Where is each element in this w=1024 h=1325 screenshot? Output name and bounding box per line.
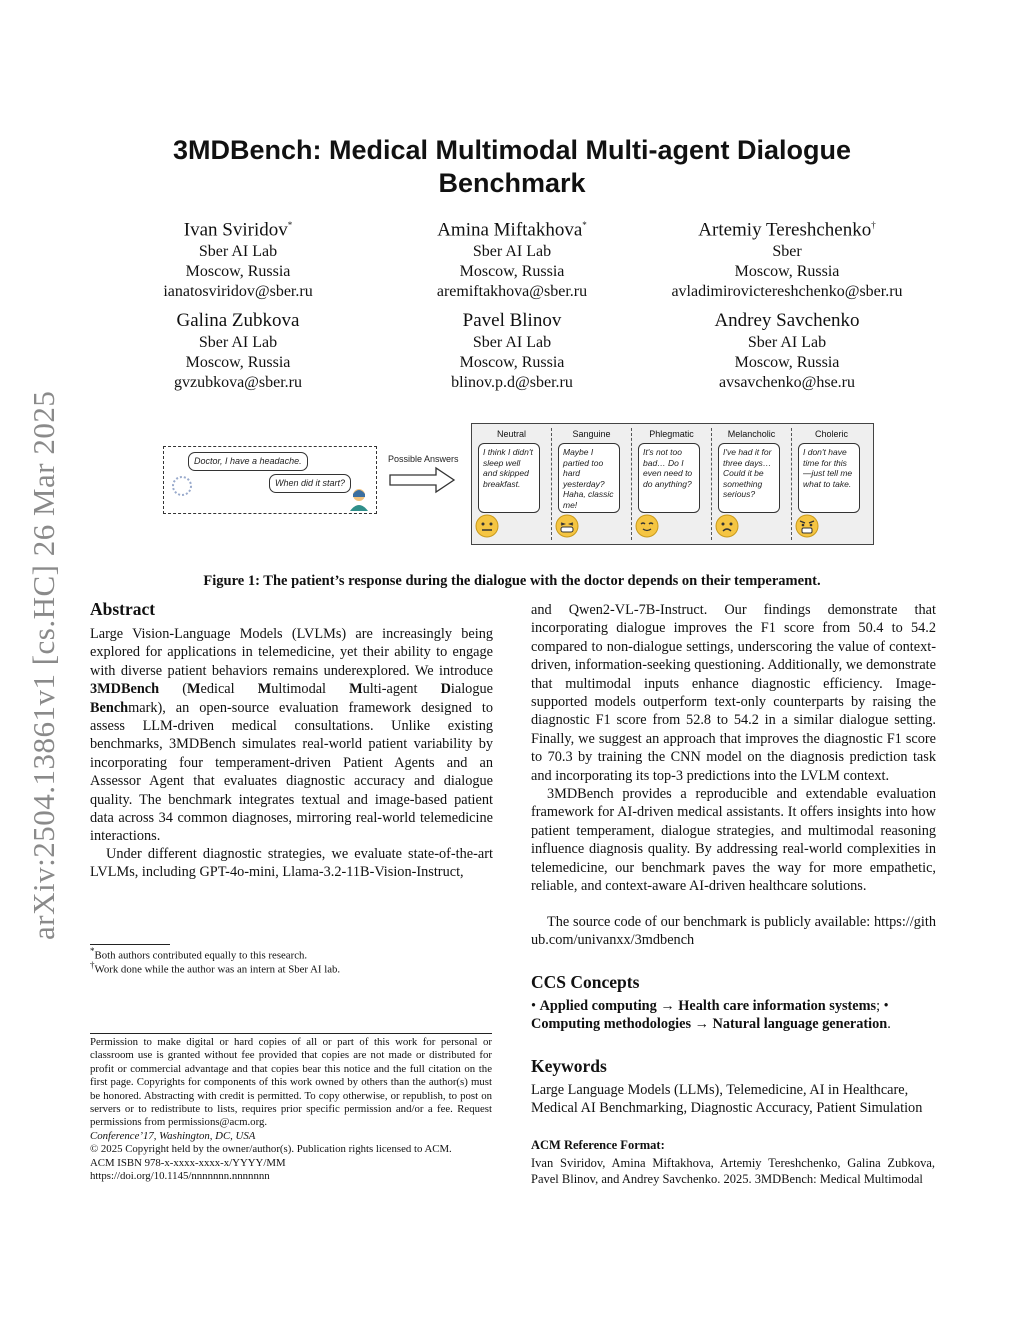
copyright-line: © 2025 Copyright held by the owner/author(s). Publication rights licensed to ACM. (90, 1143, 452, 1156)
author-name: Artemiy Tereshchenko† (698, 219, 876, 241)
temperament-sanguine (552, 424, 631, 544)
author-block (118, 213, 358, 302)
footnote-intern: †Work done while the author was an intern at Sber AI lab. (90, 960, 341, 976)
temperament-neutral (472, 424, 551, 544)
doctor-speech-bubble: Doctor, I have a headache. (188, 452, 308, 471)
relieved-face-icon (635, 514, 659, 538)
acm-reference-text: Ivan Sviridov, Amina Miftakhova, Artemiy Tereshchenko, Galina Zubkova, Pavel Blinov, and Andrey Savchenko. 2025. 3MDBench: Medical Multimodal (531, 1156, 935, 1186)
patient-reply-bubble: I don't have time for this—just tell me what to take. (798, 443, 860, 513)
author-name: Pavel Blinov (462, 310, 562, 331)
author-location: Moscow, Russia (459, 263, 565, 281)
author-email[interactable]: aremiftakhova@sber.ru (436, 283, 588, 301)
temperament-label: Sanguine (572, 429, 611, 439)
author-name: Ivan Sviridov* (183, 219, 293, 241)
grinning-face-icon (555, 514, 579, 538)
patient-reply-bubble: I've had it for three days… Could it be something serious? (718, 443, 780, 513)
neutral-face-icon (475, 514, 499, 538)
author-affiliation: Sber AI Lab (198, 334, 278, 351)
abstract-paragraph-4: The source code of our benchmark is publicly available: https://github.com/univanxx/3mdbench (531, 914, 936, 949)
acm-reference-heading: ACM Reference Format: (531, 1138, 665, 1152)
angry-face-icon (795, 514, 819, 538)
keywords-text: Large Language Models (LLMs), Telemedicine, AI in Healthcare, Medical AI Benchmarking, Diagnostic Accuracy, Patient Simulation (531, 1082, 923, 1117)
abstract-paragraph-2-continued: and Qwen2-VL-7B-Instruct. Our findings demonstrate that incorporating dialogue improves the F1 score from 50.4 to 54.2 compared to non-dialogue settings, underscoring the value of context-driven, information-seeking questioning. Additionally, we demonstrate that multimodal inputs enhance diagnostic efficiency. Image-supported models outperform text-only counterparts by raising the diagnostic F1 score from 52.8 to 54.2 in a similar dialogue setting. Finally, we suggest an approach that improves the diagnostic F1 score to 70.3 by training the CNN model on the diagnosis prediction task and incorporating its top-3 predictions into the LVLM context. (531, 602, 936, 784)
paper-title: 3MDBench: Medical Multimodal Multi-agent Dialogue Benchmark (172, 135, 852, 198)
author-affiliation: Sber AI Lab (747, 334, 827, 351)
author-location: Moscow, Russia (734, 263, 840, 281)
author-affiliation: Sber AI Lab (472, 334, 552, 351)
patient-reply-bubble: I think I didn't sleep well and skipped breakfast. (478, 443, 540, 513)
permission-rule (90, 1033, 492, 1034)
arxiv-stamp: arXiv:2504.13861v1 [cs.HC] 26 Mar 2025 (26, 390, 61, 940)
abstract-heading: Abstract (90, 599, 156, 619)
arrow-label: Possible Answers (388, 454, 459, 464)
author-affiliation: Sber AI Lab (472, 243, 552, 261)
temperament-choleric (792, 424, 871, 544)
conference-line: Conference’17, Washington, DC, USA (90, 1129, 256, 1142)
author-location: Moscow, Russia (459, 354, 565, 371)
author-location: Moscow, Russia (734, 354, 840, 371)
author-email[interactable]: avladimirovictereshchenko@sber.ru (671, 283, 903, 301)
author-affiliation: Sber (772, 243, 802, 261)
author-location: Moscow, Russia (185, 263, 291, 281)
doctor-avatar-icon (348, 487, 370, 511)
footnote-equal-contribution: *Both authors contributed equally to this research. (90, 946, 308, 962)
temperament-label: Melancholic (727, 429, 776, 439)
loading-spinner-icon (170, 474, 194, 498)
abstract-paragraph-2: Under different diagnostic strategies, we evaluate state-of-the-art LVLMs, including GPT-4o-mini, Llama-3.2-11B-Vision-Instruct, (90, 846, 493, 881)
worried-face-icon (715, 514, 739, 538)
author-email[interactable]: blinov.p.d@sber.ru (451, 374, 573, 391)
author-block (392, 213, 632, 302)
temperament-phlegmatic (632, 424, 711, 544)
ccs-concepts: • Applied computing → Health care information systems; • Computing methodologies → Natural language generation. (531, 998, 891, 1033)
doctor-dialogue-panel (163, 446, 377, 514)
abstract-paragraph-1: Large Vision-Language Models (LVLMs) are increasingly being explored for applications in telemedicine, yet their ability to engage with diverse patient behaviors remains underexplored. We introduce 3MDBench (Medical Multimodal Multi-agent Dialogue Benchmark), an open-source evaluation framework designed to assess LLM-driven medical consultations. Unlike existing benchmarks, 3MDBench simulates real-world patient variability by incorporating four temperament-driven Patient Agents and an Assessor Agent that evaluates diagnostic accuracy and dialogue quality. The benchmark integrates textual and image-based patient data across 34 common diagnoses, mirroring real-world telemedicine interactions. (90, 626, 493, 845)
author-name: Amina Miftakhova* (437, 219, 587, 241)
author-location: Moscow, Russia (185, 354, 291, 371)
temperament-label: Neutral (496, 429, 526, 439)
doctor-question-bubble: When did it start? (269, 474, 351, 493)
abstract-paragraph-3: 3MDBench provides a reproducible and extendable evaluation framework for AI-driven medical assistants. It offers insights into how patient temperament, dialogue strategies, and multimodal reasoning influence diagnosis quality. By addressing real-world complexities in telemedicine, our benchmark paves the way for more empathetic, reliable, and context-aware AI-driven healthcare solutions. (531, 786, 936, 895)
author-block (652, 213, 922, 302)
ccs-heading: CCS Concepts (531, 972, 640, 992)
author-name: Andrey Savchenko (714, 310, 860, 331)
author-block (118, 309, 358, 393)
temperament-panel (471, 423, 874, 545)
author-affiliation: Sber AI Lab (198, 243, 278, 261)
temperament-label: Phlegmatic (649, 429, 694, 439)
patient-reply-bubble: It's not too bad… Do I even need to do anything? (638, 443, 700, 513)
author-block (392, 309, 632, 393)
keywords-heading: Keywords (531, 1056, 607, 1076)
author-email[interactable]: ianatosviridov@sber.ru (163, 283, 313, 301)
figure-caption: Figure 1: The patient’s response during the dialogue with the doctor depends on their temperament. (203, 573, 821, 589)
isbn-line: ACM ISBN 978-x-xxxx-xxxx-x/YYYY/MM (90, 1156, 286, 1169)
temperament-label: Choleric (814, 429, 848, 439)
permission-text: Permission to make digital or hard copies of all or part of this work for personal or classroom use is granted without fee provided that copies are not made or distributed for profit or commercial advantage and that copies bear this notice and the full citation on the first page. Copyrights for components of this work owned by others than the author(s) must be honored. Abstracting with credit is permitted. To copy otherwise, or republish, to post on servers or to redistribute to lists, requires prior specific permission and/or a fee. Request permissions from permissions@acm.org. (90, 1036, 492, 1129)
permission-block (90, 1036, 492, 1183)
author-block (652, 309, 922, 393)
patient-reply-bubble: Maybe I partied too hard yesterday? Haha, classic me! (558, 443, 620, 513)
author-email[interactable]: avsavchenko@hse.ru (718, 374, 856, 391)
author-name: Galina Zubkova (176, 310, 300, 331)
right-arrow-icon (388, 466, 458, 494)
doi-link[interactable]: https://doi.org/10.1145/nnnnnnn.nnnnnnn (90, 1170, 270, 1183)
author-email[interactable]: gvzubkova@sber.ru (173, 374, 303, 391)
temperament-melancholic (712, 424, 791, 544)
